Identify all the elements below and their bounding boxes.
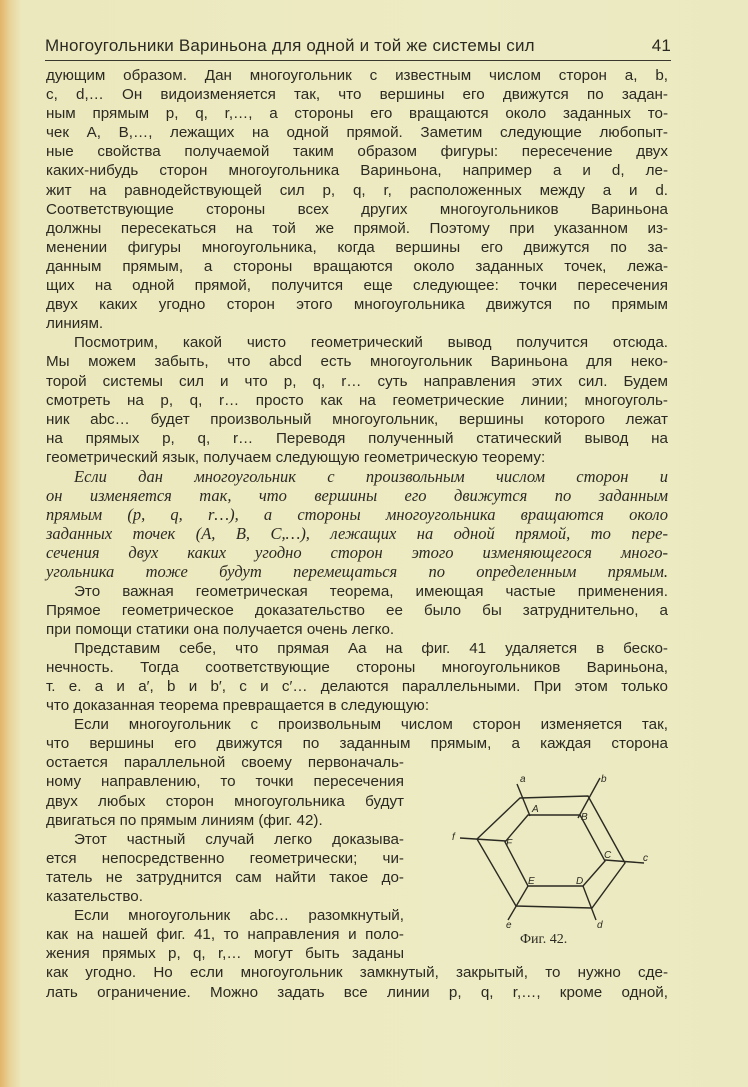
text-line: лать ограничение. Можно задать все линии p, q, r,…, кроме одной, [46, 983, 668, 1001]
text-line: c, d,… Он видоизменяется так, что вершины его движутся по задан- [46, 86, 668, 104]
text-line: чек A, B,…, лежащих на одной прямой. Заметим следующие любопыт- [46, 124, 668, 142]
text-line: жения прямых p, q, r,… могут быть заданы [46, 945, 404, 963]
page-number: 41 [651, 36, 671, 55]
label-f: f [452, 832, 455, 843]
text-line: Если многоугольник abc… разомкнутый, [74, 907, 404, 925]
text-line: при помощи статики она получается очень легко. [46, 620, 395, 638]
text-line: угольника тоже будут перемещаться по определенным прямым. [46, 562, 668, 582]
text-line: ные свойства получаемой таким образом фигуры: пересечение двух [46, 143, 668, 161]
text-line: Посмотрим, какой чисто геометрический вывод получится отсюда. [74, 334, 668, 352]
running-title: Многоугольники Вариньона для одной и той же системы сил [45, 36, 535, 55]
text-line: Представим себе, что прямая Aa на фиг. 41 удаляется в беско- [74, 639, 668, 657]
figure-42 [440, 768, 700, 958]
text-line: как угодно. Но если многоугольник замкнутый, закрытый, то нужно сде- [46, 964, 668, 982]
text-line: ется непосредственно геометрически; чи- [46, 849, 404, 867]
text-line: ник abc… будет произвольный многоугольник, вершины которого лежат [46, 410, 668, 428]
text-line: данным прямым, а стороны вращаются около заданных точек, лежа- [46, 257, 668, 275]
text-line: татель не затруднится сам найти такое до- [46, 868, 404, 886]
text-line: щих на одной прямой, получится еще следующее: точки пересечения [46, 277, 668, 295]
text-line: на прямых p, q, r… Переводя полученный статический вывод на [46, 429, 668, 447]
paragraph [46, 639, 668, 715]
label-B: B [581, 812, 588, 823]
paragraph [46, 333, 668, 467]
text-line: ным прямым p, q, r,…, а стороны его вращаются около заданных то- [46, 105, 668, 123]
text-line: ному направлению, то точки пересечения [46, 773, 404, 791]
label-F: F [506, 838, 513, 849]
label-e: e [506, 920, 512, 931]
hexagon-diagram [440, 768, 700, 958]
text-line: каких-нибудь сторон многоугольника Вариньона, например a и d, ле- [46, 162, 668, 180]
text-line: должны пересекаться на той же прямой. Поэтому при указанном из- [46, 219, 668, 237]
header-rule [45, 60, 671, 61]
text-line: он изменяется так, что вершины его движутся по заданным [46, 486, 668, 506]
label-c: c [643, 853, 648, 864]
text-line: двух каких угодно сторон этого многоугольника движутся по прямым [46, 296, 668, 314]
label-A: A [532, 804, 539, 815]
text-line: Мы можем забыть, что abcd есть многоугольник Вариньона для неко- [46, 353, 668, 371]
label-a: a [520, 774, 526, 785]
label-C: C [604, 850, 612, 861]
text-line: заданных точек (A, B, C,…), лежащих на одной прямой, то пере- [46, 524, 668, 544]
figure-caption: Фиг. 42. [520, 932, 568, 947]
text-line: остается параллельной своему первоначаль- [46, 754, 404, 772]
text-line: как на нашей фиг. 41, то направления и поло- [46, 926, 404, 944]
label-D: D [576, 876, 584, 887]
text-line: геометрический язык, получаем следующую геометрическую теорему: [46, 448, 546, 466]
theorem [46, 467, 668, 582]
outer-hexagon [477, 796, 625, 908]
text-line: двух любых сторон многоугольника будут [46, 792, 404, 810]
inner-hexagon [505, 815, 605, 886]
paragraph [46, 582, 668, 639]
text-line: Этот частный случай легко доказыва- [74, 830, 404, 848]
label-b: b [601, 774, 607, 785]
text-line: Это важная геометрическая теорема, имеющая частые применения. [74, 582, 668, 600]
text-line: что вершины его движутся по заданным прямым, а каждая сторона [46, 735, 668, 753]
text-line: линиям. [46, 315, 104, 333]
paragraph [46, 66, 668, 333]
text-line: нечность. Тогда соответствующие стороны многоугольников Вариньона, [46, 658, 668, 676]
running-header [45, 28, 671, 56]
label-E: E [528, 876, 535, 887]
text-line: что доказанная теорема превращается в следующую: [46, 697, 430, 715]
text-line: дующим образом. Дан многоугольник с известным числом сторон a, b, [46, 67, 668, 84]
text-line: Прямое геометрическое доказательство ее было бы затруднительно, а [46, 601, 668, 619]
text-line: т. е. a и a′, b и b′, c и c′… делаются параллельными. При этом только [46, 678, 668, 695]
text-line: смотреть на p, q, r… просто как на геометрические линии; многоуголь- [46, 391, 668, 409]
text-line: сечения двух каких угодно сторон этого изменяющегося много- [46, 543, 668, 563]
text-line: менении фигуры многоугольника, когда вершины его движутся по за- [46, 238, 668, 256]
text-line: казательство. [46, 888, 143, 906]
label-d: d [597, 920, 603, 931]
text-line: торой системы сил и что p, q, r… суть направления этих сил. Будем [46, 372, 668, 390]
text-line: жит на равнодействующей сил p, q, r, расположенных между a и d. [46, 181, 668, 199]
text-line: прямым (p, q, r…), а стороны многоугольника вращаются около [46, 505, 668, 525]
text-line: Если многоугольник с произвольным числом сторон изменяется так, [74, 716, 668, 734]
text-line: Соответствующие стороны всех других многоугольников Вариньона [46, 200, 668, 218]
text-line: Если дан многоугольник с произвольным числом сторон и [74, 466, 668, 486]
text-line: двигаться по прямым линиям (фиг. 42). [46, 811, 323, 829]
